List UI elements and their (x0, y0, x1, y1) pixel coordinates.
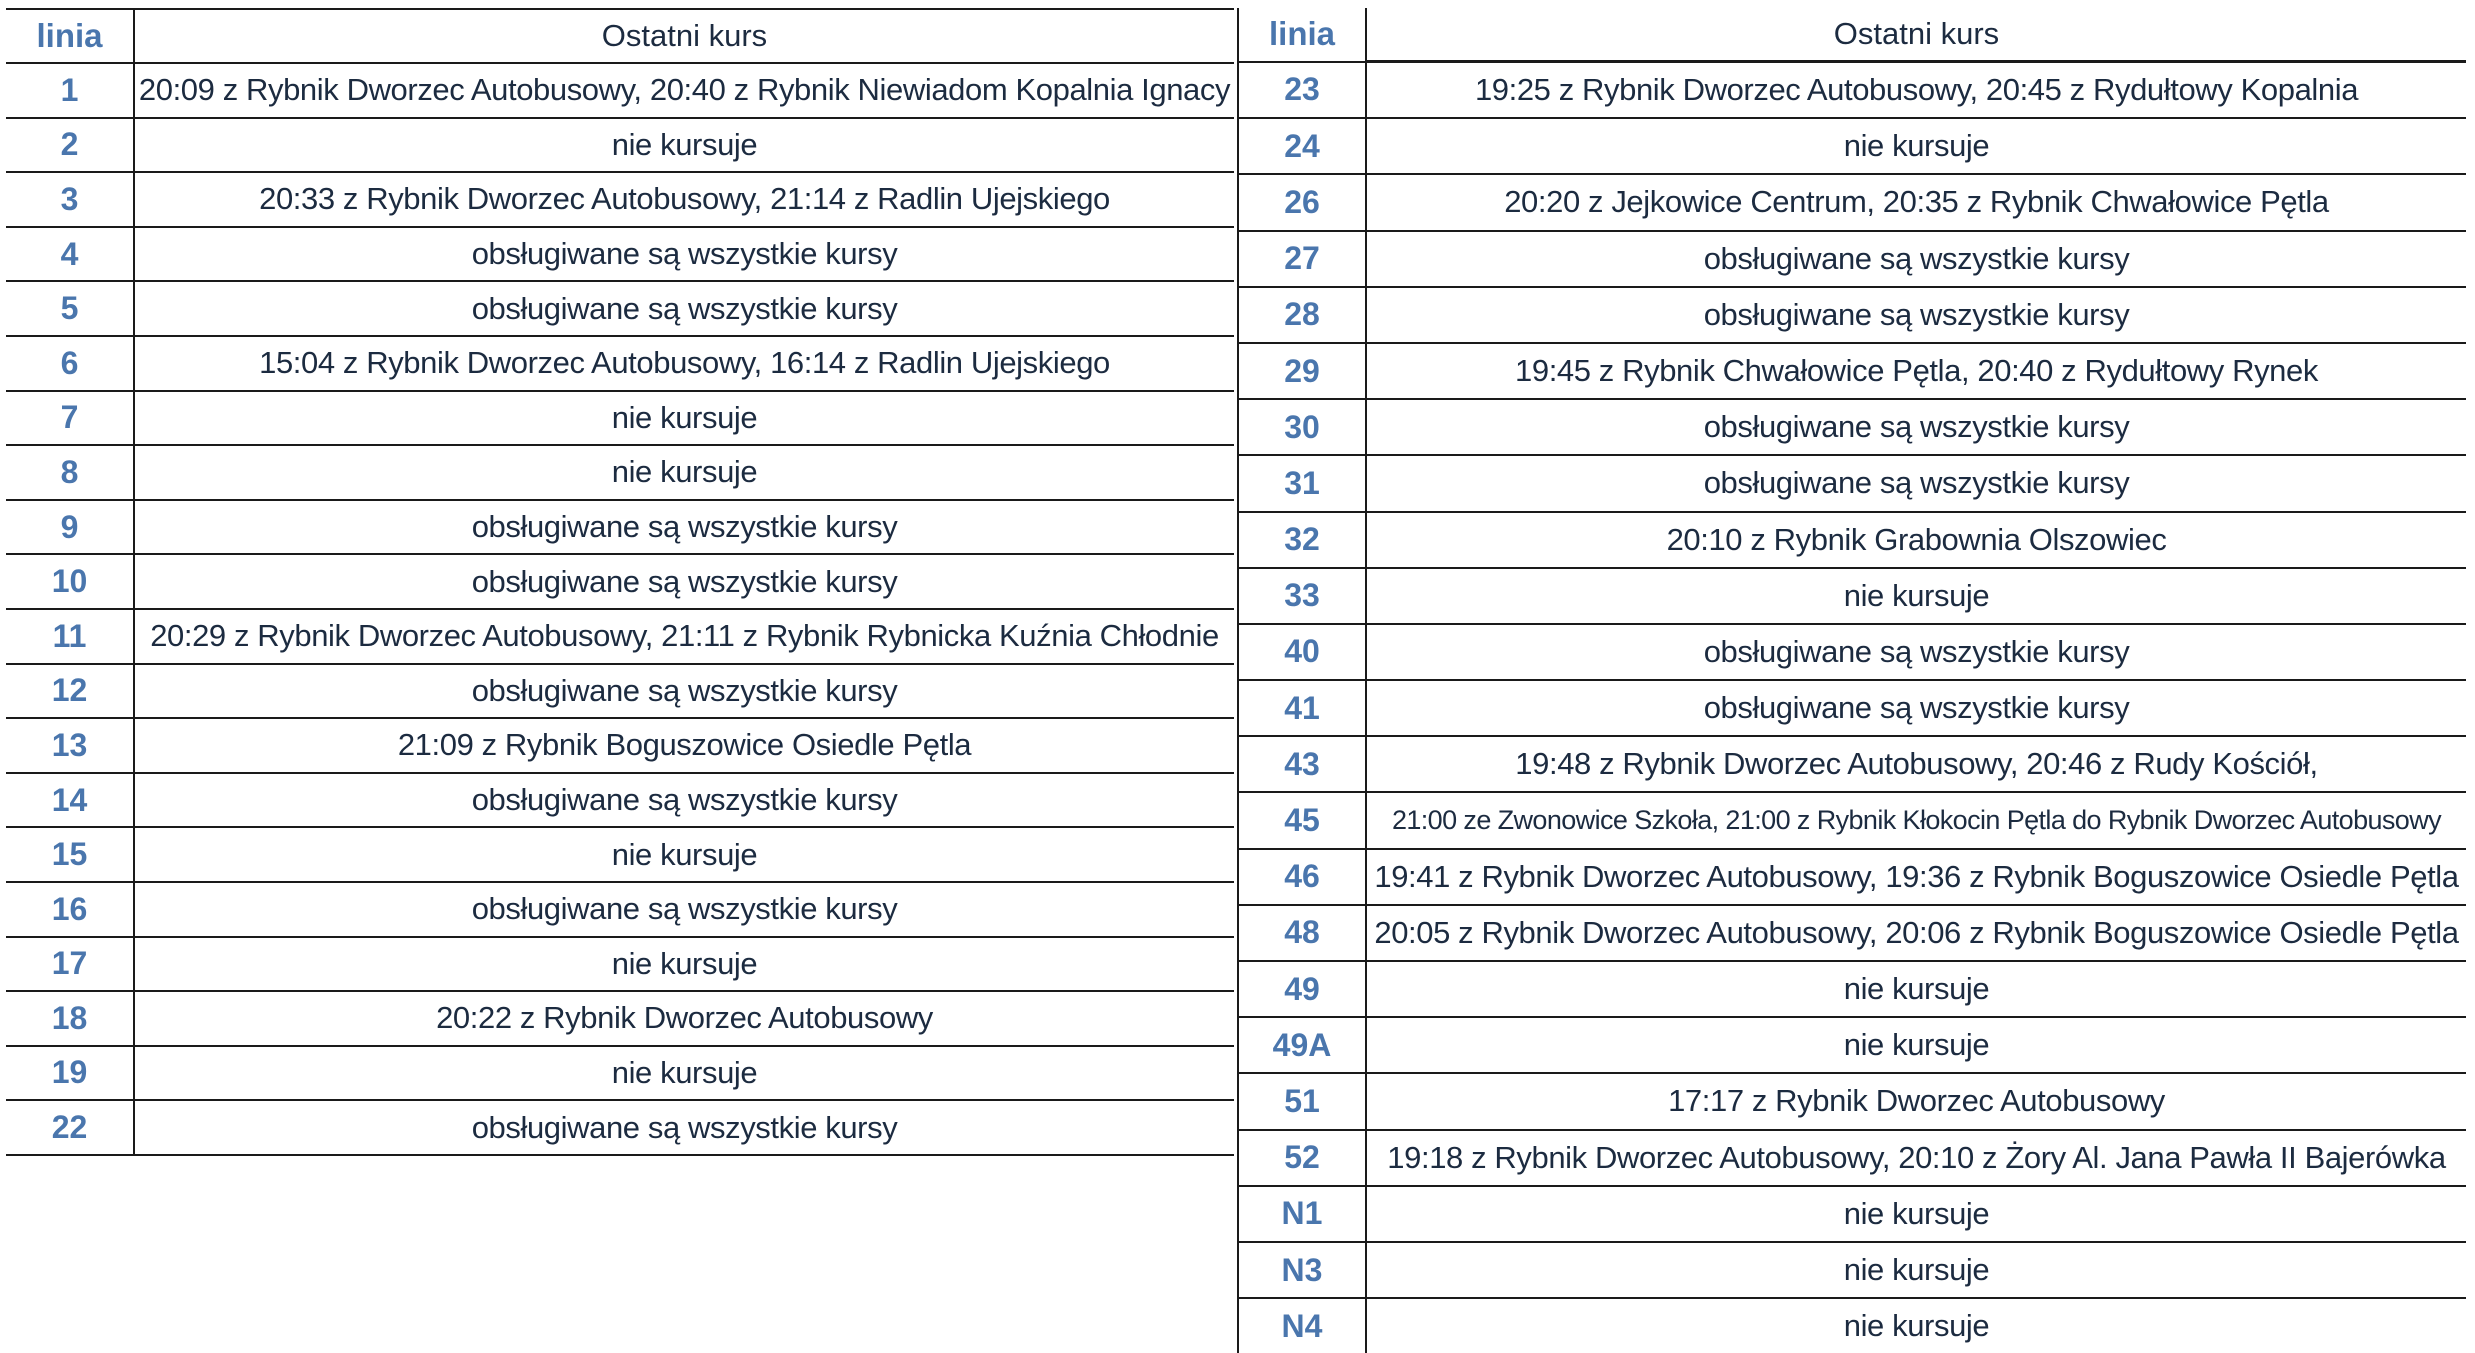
table-row (6, 1100, 1234, 1155)
line-number-cell: 33 (1238, 568, 1366, 624)
column-header-line: linia (6, 9, 134, 63)
last-course-cell: 19:45 z Rybnik Chwałowice Pętla, 20:40 z Rydułtowy Rynek (1366, 343, 2466, 399)
line-number-cell: 22 (6, 1100, 134, 1155)
line-number-cell: N1 (1238, 1186, 1366, 1242)
table-row (1238, 512, 2466, 568)
table-row (6, 172, 1234, 227)
table-row (6, 937, 1234, 992)
table-row (1238, 736, 2466, 792)
line-number-cell: 8 (6, 445, 134, 500)
line-number-cell: 5 (6, 281, 134, 336)
last-course-cell: obsługiwane są wszystkie kursy (134, 882, 1234, 937)
table-row (1238, 905, 2466, 961)
table-header-row (1238, 8, 2466, 62)
table-row (6, 882, 1234, 937)
table-row (1238, 174, 2466, 230)
line-number-cell: 1 (6, 63, 134, 118)
line-number-cell: 12 (6, 664, 134, 719)
table-row (1238, 1186, 2466, 1242)
last-course-cell: nie kursuje (134, 118, 1234, 173)
table-row (1238, 118, 2466, 174)
last-course-cell: obsługiwane są wszystkie kursy (134, 554, 1234, 609)
last-course-cell: nie kursuje (1366, 1298, 2466, 1353)
last-course-cell: 21:09 z Rybnik Boguszowice Osiedle Pętla (134, 718, 1234, 773)
line-number-cell: 19 (6, 1046, 134, 1101)
last-course-cell: obsługiwane są wszystkie kursy (134, 773, 1234, 828)
table-row (6, 609, 1234, 664)
line-number-cell: 43 (1238, 736, 1366, 792)
table-row (6, 500, 1234, 555)
last-course-cell: 19:48 z Rybnik Dworzec Autobusowy, 20:46 z Rudy Kościół, (1366, 736, 2466, 792)
last-course-cell: obsługiwane są wszystkie kursy (1366, 287, 2466, 343)
table-row (6, 718, 1234, 773)
last-course-cell: nie kursuje (134, 827, 1234, 882)
line-number-cell: N3 (1238, 1242, 1366, 1298)
last-course-cell: nie kursuje (1366, 1242, 2466, 1298)
last-course-cell: nie kursuje (1366, 961, 2466, 1017)
table-row (1238, 792, 2466, 848)
last-course-cell: 20:22 z Rybnik Dworzec Autobusowy (134, 991, 1234, 1046)
last-course-cell: obsługiwane są wszystkie kursy (134, 664, 1234, 719)
table-row (6, 991, 1234, 1046)
table-row (6, 227, 1234, 282)
line-number-cell: 4 (6, 227, 134, 282)
last-course-cell: obsługiwane są wszystkie kursy (134, 227, 1234, 282)
table-row (1238, 287, 2466, 343)
last-course-cell: 20:05 z Rybnik Dworzec Autobusowy, 20:06 z Rybnik Boguszowice Osiedle Pętla (1366, 905, 2466, 961)
table-row (6, 336, 1234, 391)
line-number-cell: 3 (6, 172, 134, 227)
last-course-cell: 17:17 z Rybnik Dworzec Autobusowy (1366, 1073, 2466, 1129)
line-number-cell: 7 (6, 391, 134, 446)
last-course-cell: nie kursuje (134, 937, 1234, 992)
line-number-cell: 11 (6, 609, 134, 664)
table-row (6, 773, 1234, 828)
line-number-cell: 49 (1238, 961, 1366, 1017)
line-number-cell: 51 (1238, 1073, 1366, 1129)
last-course-cell: 20:29 z Rybnik Dworzec Autobusowy, 21:11 z Rybnik Rybnicka Kuźnia Chłodnie (134, 609, 1234, 664)
last-course-cell: 20:09 z Rybnik Dworzec Autobusowy, 20:40 z Rybnik Niewiadom Kopalnia Ignacy (134, 63, 1234, 118)
column-header-line: linia (1238, 8, 1366, 62)
last-course-cell: obsługiwane są wszystkie kursy (1366, 624, 2466, 680)
table-row (6, 664, 1234, 719)
line-number-cell: 40 (1238, 624, 1366, 680)
column-header-last-course: Ostatni kurs (1366, 8, 2466, 62)
table-row (1238, 399, 2466, 455)
table-row (6, 1046, 1234, 1101)
line-number-cell: 46 (1238, 849, 1366, 905)
schedule-table-right (1237, 8, 2466, 1353)
last-course-cell: 20:20 z Jejkowice Centrum, 20:35 z Rybnik Chwałowice Pętla (1366, 174, 2466, 230)
line-number-cell: 16 (6, 882, 134, 937)
last-course-cell: nie kursuje (1366, 118, 2466, 174)
line-number-cell: 15 (6, 827, 134, 882)
line-number-cell: 23 (1238, 62, 1366, 119)
table-row (1238, 231, 2466, 287)
last-course-cell: obsługiwane są wszystkie kursy (1366, 455, 2466, 511)
last-course-cell: obsługiwane są wszystkie kursy (134, 1100, 1234, 1155)
last-course-cell: obsługiwane są wszystkie kursy (1366, 231, 2466, 287)
line-number-cell: 18 (6, 991, 134, 1046)
last-course-cell: nie kursuje (134, 391, 1234, 446)
last-course-cell: obsługiwane są wszystkie kursy (134, 281, 1234, 336)
last-course-cell: obsługiwane są wszystkie kursy (1366, 399, 2466, 455)
table-row (6, 827, 1234, 882)
line-number-cell: 31 (1238, 455, 1366, 511)
table-header-row (6, 9, 1234, 63)
table-row (1238, 343, 2466, 399)
table-row (1238, 1242, 2466, 1298)
column-header-last-course: Ostatni kurs (134, 9, 1234, 63)
table-row (1238, 849, 2466, 905)
last-course-cell: 15:04 z Rybnik Dworzec Autobusowy, 16:14 z Radlin Ujejskiego (134, 336, 1234, 391)
line-number-cell: 14 (6, 773, 134, 828)
table-row (1238, 961, 2466, 1017)
line-number-cell: 52 (1238, 1130, 1366, 1186)
last-course-cell: obsługiwane są wszystkie kursy (134, 500, 1234, 555)
line-number-cell: 6 (6, 336, 134, 391)
table-row (1238, 1298, 2466, 1353)
table-row (6, 63, 1234, 118)
line-number-cell: N4 (1238, 1298, 1366, 1353)
table-row (1238, 568, 2466, 624)
line-number-cell: 9 (6, 500, 134, 555)
table-body (6, 63, 1234, 1155)
line-number-cell: 27 (1238, 231, 1366, 287)
table-row (6, 281, 1234, 336)
table-row (1238, 455, 2466, 511)
line-number-cell: 30 (1238, 399, 1366, 455)
last-course-cell: nie kursuje (1366, 1017, 2466, 1073)
table-row (1238, 1073, 2466, 1129)
last-course-cell: obsługiwane są wszystkie kursy (1366, 680, 2466, 736)
table-row (6, 391, 1234, 446)
table-row (1238, 62, 2466, 119)
table-row (1238, 1017, 2466, 1073)
last-course-cell: 21:00 ze Zwonowice Szkoła, 21:00 z Rybnik Kłokocin Pętla do Rybnik Dworzec Autobusowy (1366, 792, 2466, 848)
line-number-cell: 41 (1238, 680, 1366, 736)
last-course-cell: nie kursuje (1366, 1186, 2466, 1242)
line-number-cell: 2 (6, 118, 134, 173)
table-row (6, 118, 1234, 173)
last-course-cell: 19:41 z Rybnik Dworzec Autobusowy, 19:36 z Rybnik Boguszowice Osiedle Pętla (1366, 849, 2466, 905)
table-row (1238, 624, 2466, 680)
last-course-cell: 19:25 z Rybnik Dworzec Autobusowy, 20:45 z Rydułtowy Kopalnia (1366, 62, 2466, 119)
line-number-cell: 26 (1238, 174, 1366, 230)
table-row (6, 554, 1234, 609)
last-course-cell: 19:18 z Rybnik Dworzec Autobusowy, 20:10 z Żory Al. Jana Pawła II Bajerówka (1366, 1130, 2466, 1186)
line-number-cell: 48 (1238, 905, 1366, 961)
last-course-cell: nie kursuje (1366, 568, 2466, 624)
last-course-cell: 20:33 z Rybnik Dworzec Autobusowy, 21:14 z Radlin Ujejskiego (134, 172, 1234, 227)
table-row (6, 445, 1234, 500)
line-number-cell: 32 (1238, 512, 1366, 568)
schedule-table-left (6, 8, 1234, 1156)
last-course-cell: nie kursuje (134, 445, 1234, 500)
table-row (1238, 680, 2466, 736)
table-row (1238, 1130, 2466, 1186)
line-number-cell: 17 (6, 937, 134, 992)
line-number-cell: 10 (6, 554, 134, 609)
last-course-cell: nie kursuje (134, 1046, 1234, 1101)
line-number-cell: 28 (1238, 287, 1366, 343)
line-number-cell: 45 (1238, 792, 1366, 848)
table-body (1238, 62, 2466, 1353)
last-course-cell: 20:10 z Rybnik Grabownia Olszowiec (1366, 512, 2466, 568)
line-number-cell: 24 (1238, 118, 1366, 174)
line-number-cell: 29 (1238, 343, 1366, 399)
line-number-cell: 49A (1238, 1017, 1366, 1073)
line-number-cell: 13 (6, 718, 134, 773)
